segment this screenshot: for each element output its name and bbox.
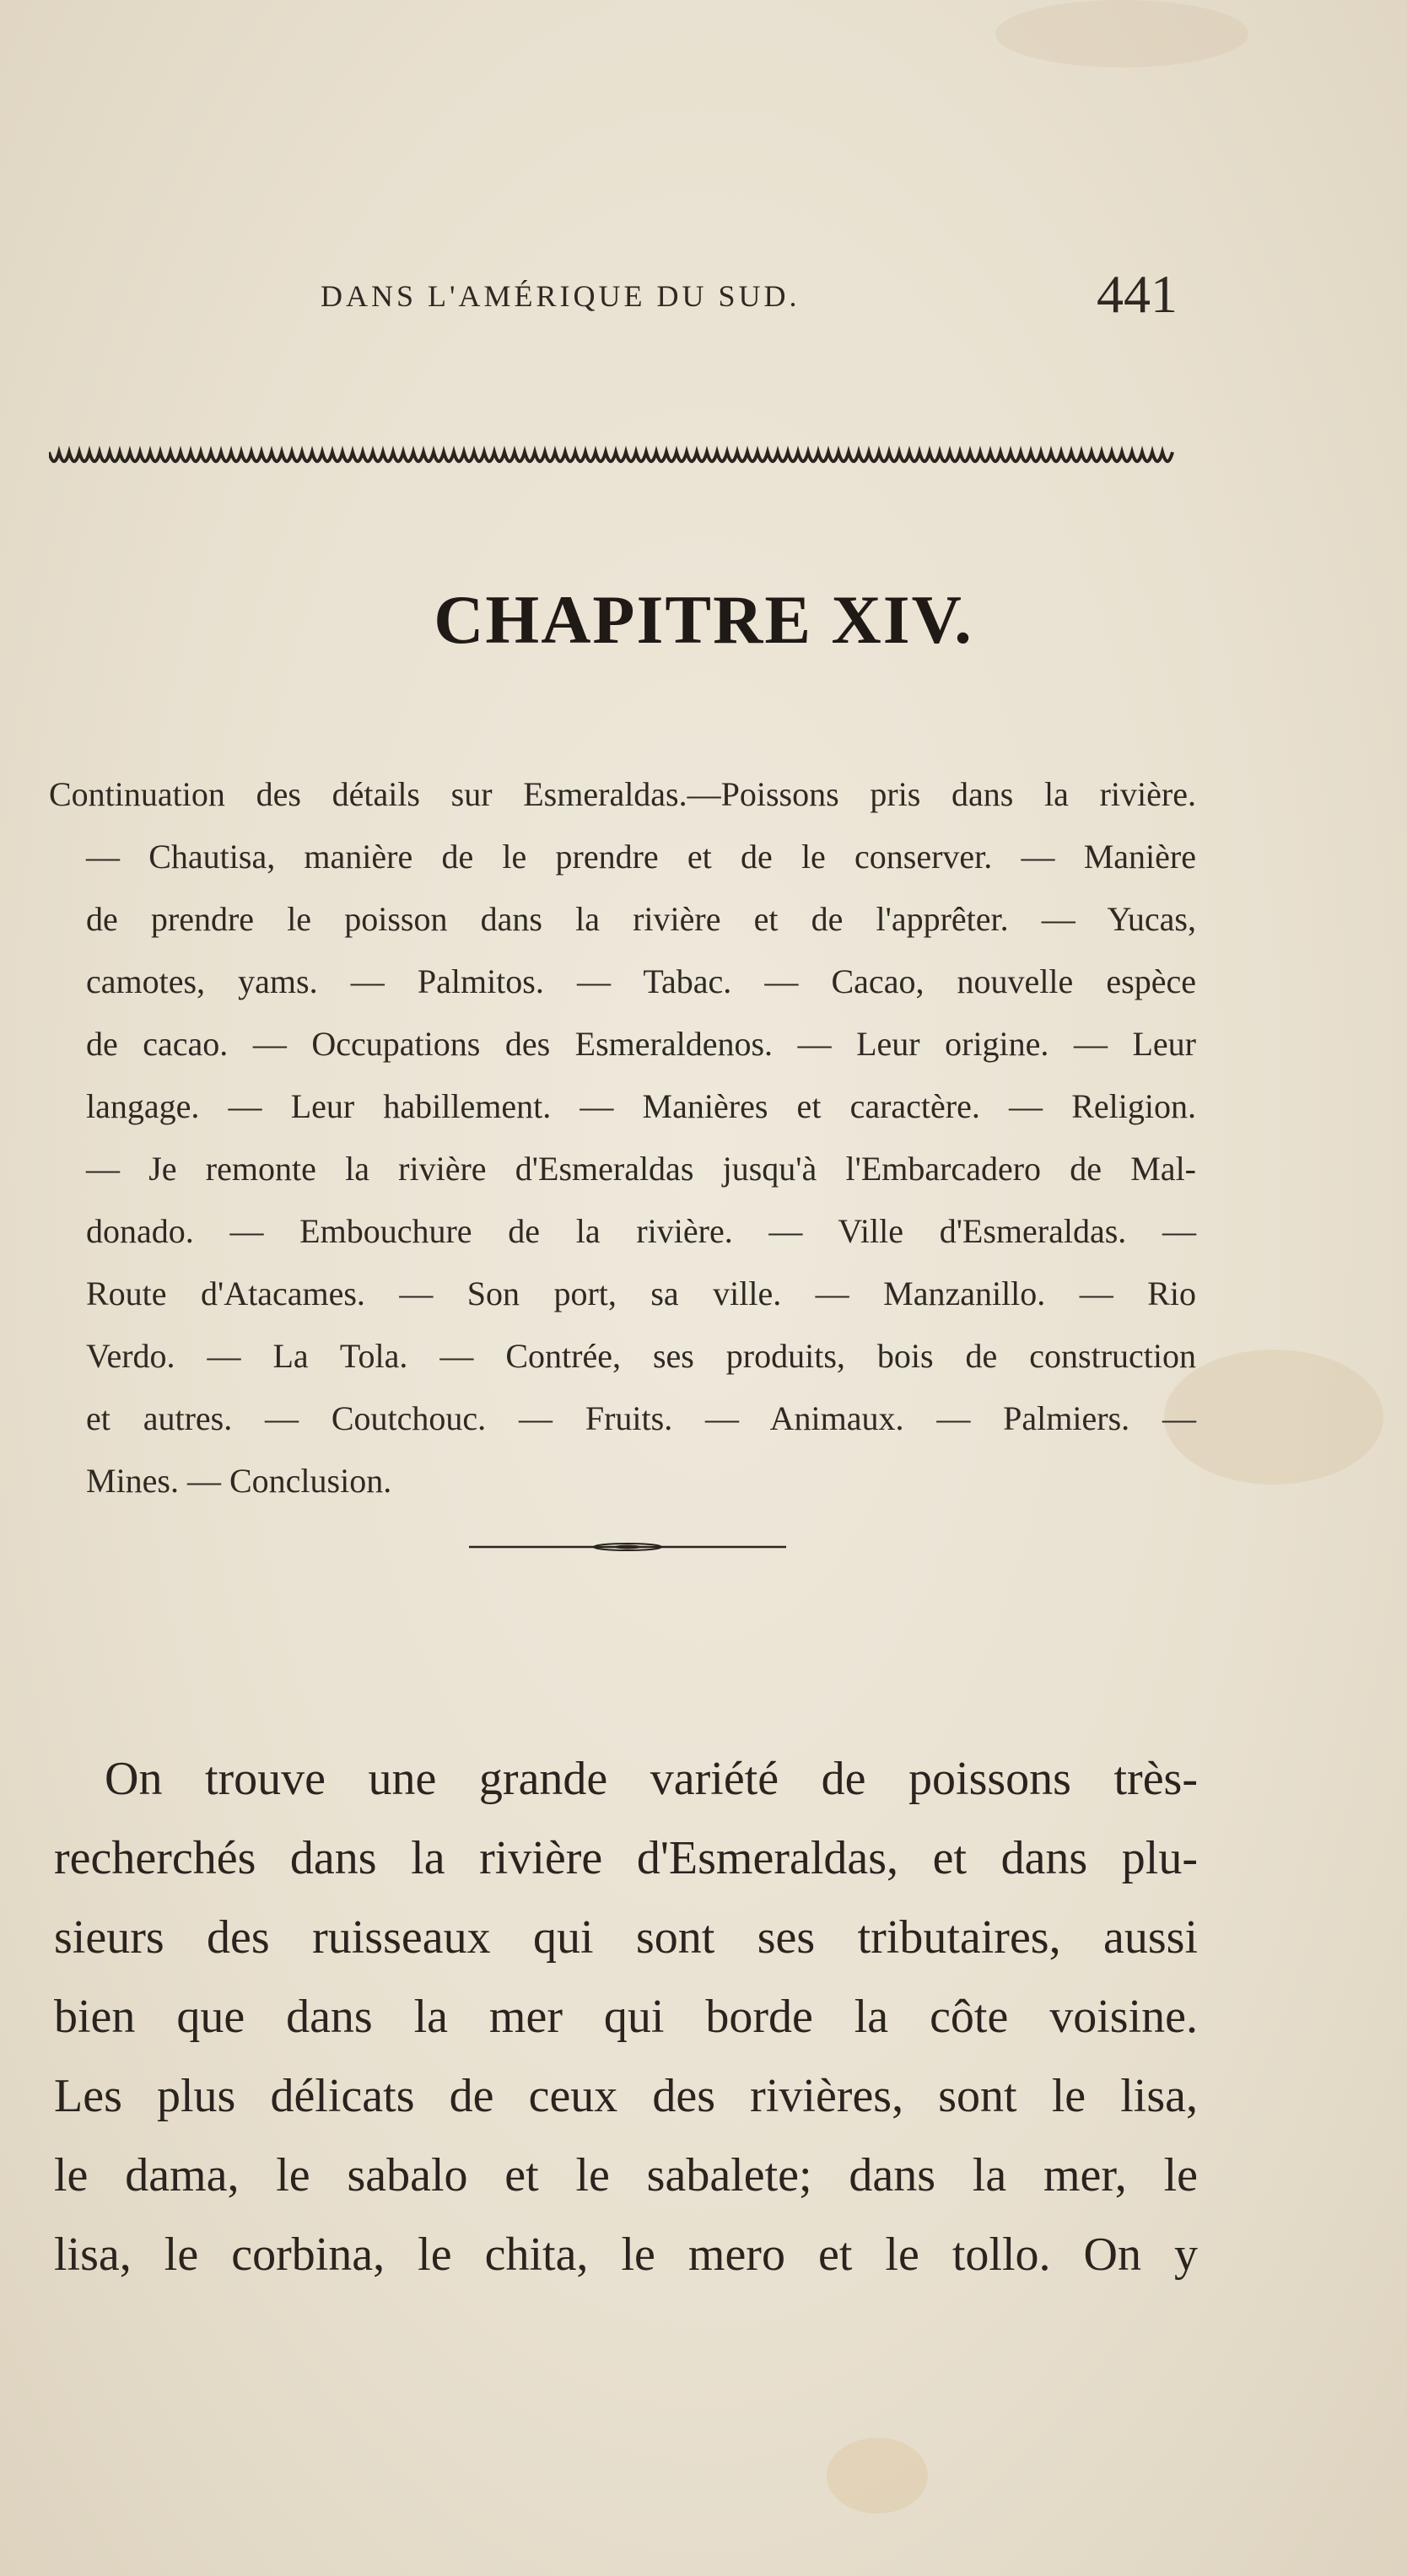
summary-line: camotes, yams. — Palmitos. — Tabac. — Cacao, nouvelle espèce — [86, 962, 1196, 1000]
summary-line: donado. — Embouchure de la rivière. — Ville d'Esmeraldas. — — [86, 1212, 1196, 1250]
summary-line: et autres. — Coutchouc. — Fruits. — Animaux. — Palmiers. — — [86, 1399, 1196, 1437]
paper-stain — [995, 0, 1248, 67]
summary-line: langage. — Leur habillement. — Manières et caractère. — Religion. — [86, 1087, 1196, 1125]
summary-line: de prendre le poisson dans la rivière et de l'apprêter. — Yucas, — [86, 900, 1196, 938]
summary-line: Mines. — Conclusion. — [86, 1462, 392, 1500]
decorative-ornament-border — [49, 445, 1179, 474]
body-line: bien que dans la mer qui borde la côte voisine. — [54, 1991, 1198, 2043]
page-number: 441 — [1097, 264, 1178, 324]
summary-line: Continuation des détails sur Esmeraldas.—Poissons pris dans la rivière. — [49, 775, 1196, 813]
section-divider — [469, 1537, 786, 1557]
body-line: lisa, le corbina, le chita, le mero et le tollo. On y — [54, 2228, 1198, 2281]
running-head: DANS L'AMÉRIQUE DU SUD. — [321, 279, 801, 313]
paper-stain — [1164, 1350, 1383, 1485]
summary-line: de cacao. — Occupations des Esmeraldenos. — Leur origine. — Leur — [86, 1025, 1196, 1063]
summary-line: — Chautisa, manière de le prendre et de le conserver. — Manière — [86, 838, 1196, 876]
chapter-title: CHAPITRE XIV. — [434, 581, 973, 658]
chapter-summary — [49, 763, 1196, 1512]
body-text — [54, 1739, 1198, 2294]
body-line: Les plus délicats de ceux des rivières, sont le lisa, — [54, 2070, 1198, 2122]
body-line: le dama, le sabalo et le sabalete; dans la mer, le — [54, 2149, 1198, 2201]
summary-line: Route d'Atacames. — Son port, sa ville. — Manzanillo. — Rio — [86, 1275, 1196, 1312]
paper-stain — [827, 2438, 928, 2514]
body-line: On trouve une grande variété de poissons très- — [105, 1753, 1198, 1805]
body-line: sieurs des ruisseaux qui sont ses tributaires, aussi — [54, 1911, 1198, 1964]
summary-line: — Je remonte la rivière d'Esmeraldas jusqu'à l'Embarcadero de Mal- — [86, 1150, 1196, 1188]
body-line: recherchés dans la rivière d'Esmeraldas, et dans plu- — [54, 1832, 1198, 1884]
summary-line: Verdo. — La Tola. — Contrée, ses produits, bois de construction — [86, 1337, 1196, 1375]
